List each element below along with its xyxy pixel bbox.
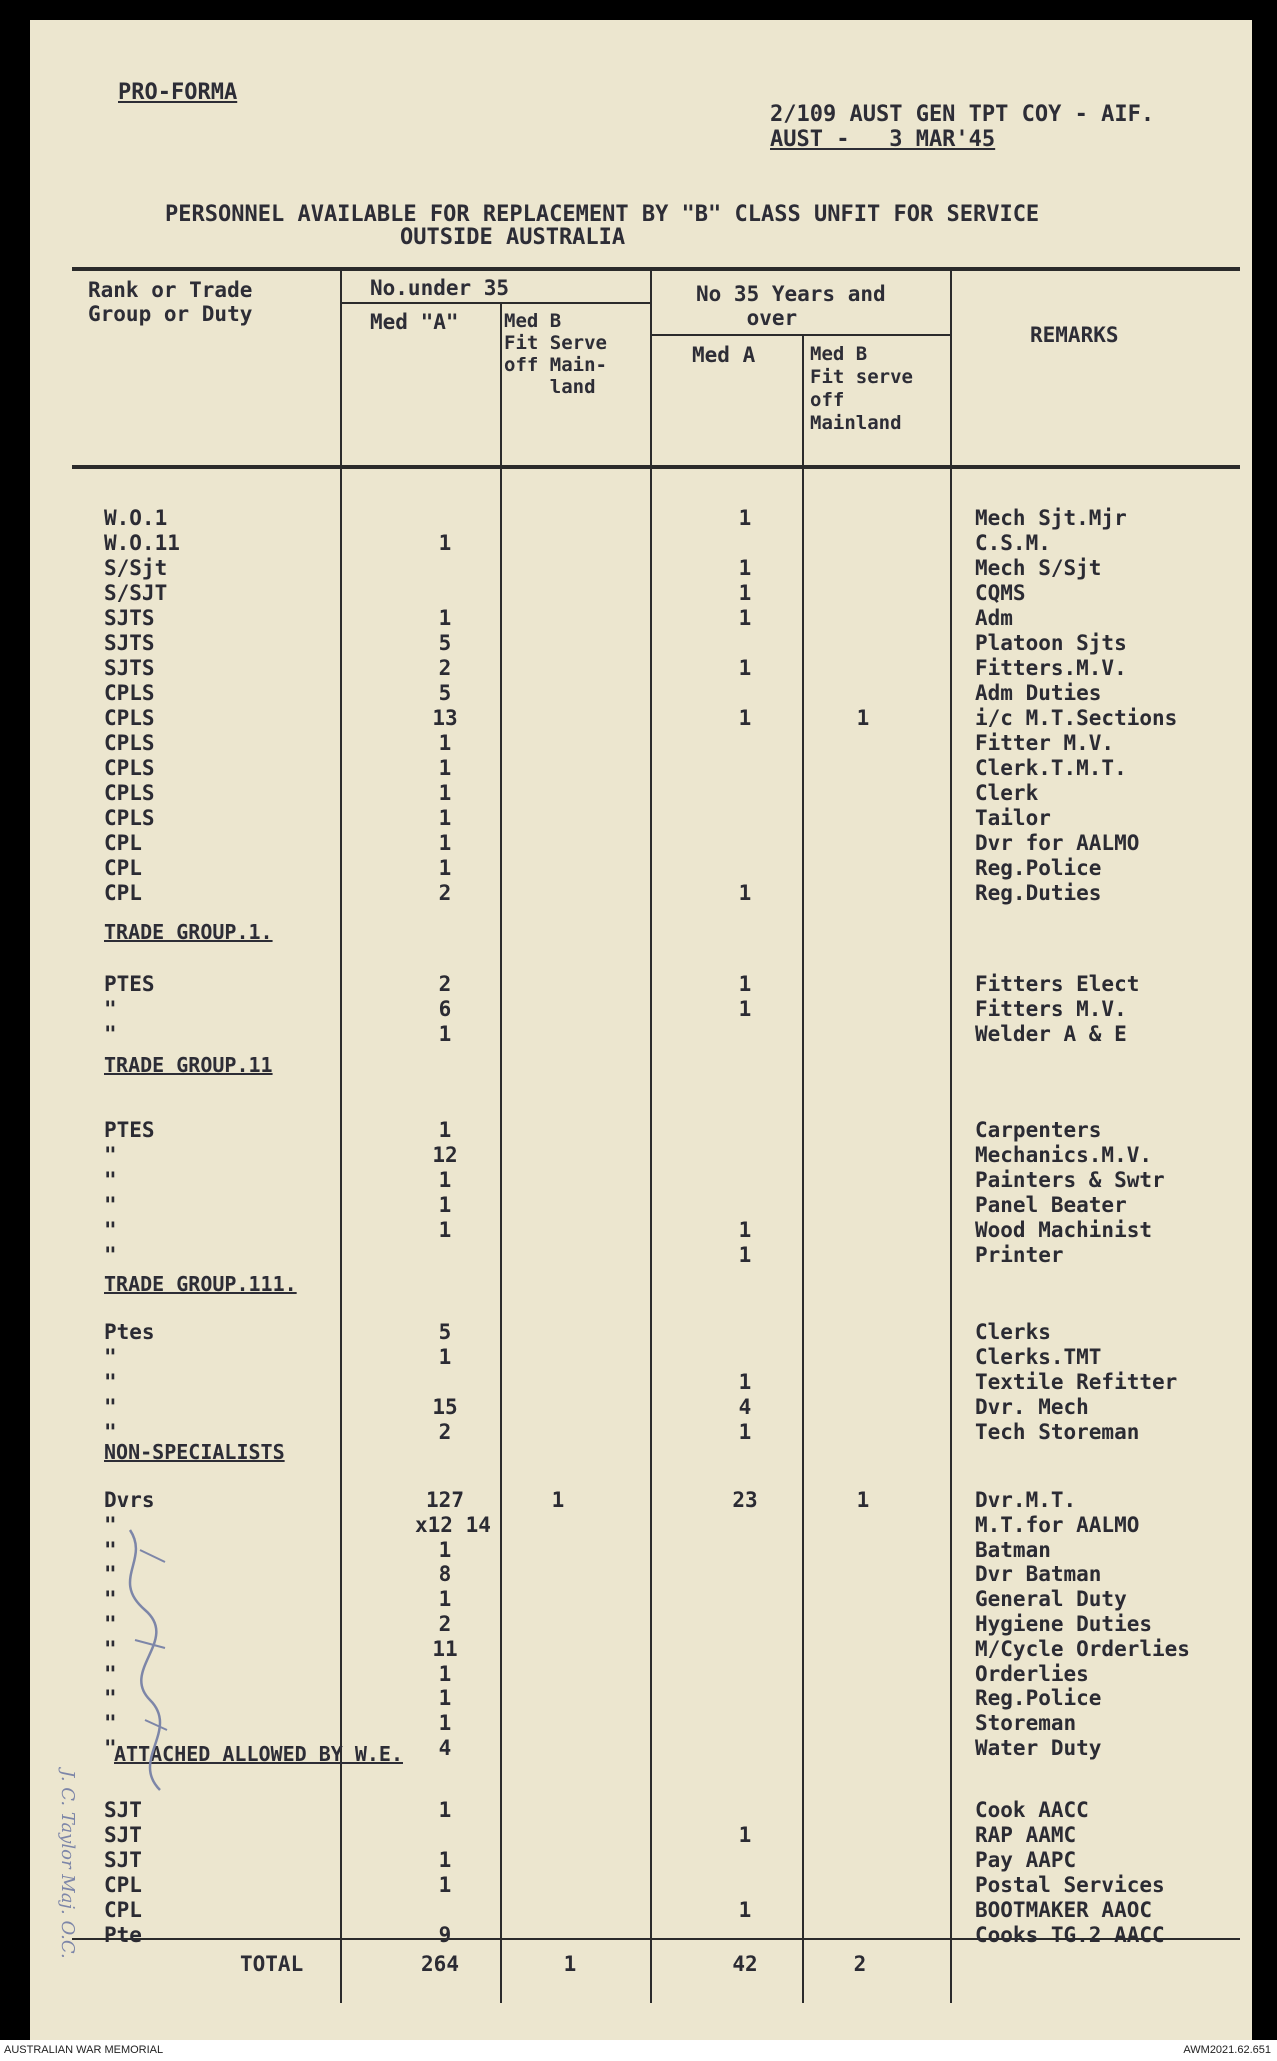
row-over35-med-b: 1	[856, 1488, 870, 1512]
row-over35-med-a: 1	[738, 706, 752, 730]
row-remark: Printer	[975, 1243, 1064, 1267]
row-remark: Painters & Swtr	[975, 1168, 1165, 1192]
total-label: TOTAL	[240, 1952, 304, 1976]
under35-subheader-rule	[340, 302, 650, 304]
row-remark: Pay AAPC	[975, 1848, 1077, 1872]
under35-column-header: No.under 35	[370, 276, 510, 300]
row-rank: CPLS	[104, 706, 155, 730]
row-remark: Postal Services	[975, 1873, 1165, 1897]
column-divider-4	[802, 336, 804, 2003]
row-over35-med-a: 1	[738, 972, 752, 996]
row-under35-med-a: 1	[438, 1798, 452, 1822]
row-rank: CPL	[104, 881, 142, 905]
row-rank: "	[104, 1587, 117, 1611]
section-trade-group-11: TRADE GROUP.11	[104, 1053, 273, 1077]
row-rank: PTES	[104, 1118, 155, 1142]
row-rank: "	[104, 1022, 117, 1046]
row-rank: SJT	[104, 1823, 142, 1847]
row-remark: M.T.for AALMO	[975, 1513, 1140, 1537]
row-rank: S/SJT	[104, 581, 168, 605]
row-remark: Dvr.M.T.	[975, 1488, 1077, 1512]
row-remark: CQMS	[975, 581, 1026, 605]
row-under35-med-a: 12	[432, 1143, 458, 1167]
row-under35-med-a: 1	[438, 1218, 452, 1242]
row-rank: SJTS	[104, 606, 155, 630]
document-title-line1: PERSONNEL AVAILABLE FOR REPLACEMENT BY "B" CLASS UNFIT FOR SERVICE	[165, 202, 1040, 227]
row-remark: General Duty	[975, 1587, 1127, 1611]
row-under35-med-a: 1	[438, 531, 452, 555]
under35-med-a-header: Med "A"	[370, 310, 459, 334]
row-under35-med-a: 2	[438, 1612, 452, 1636]
section-attached: ATTACHED ALLOWED BY W.E.	[114, 1742, 403, 1766]
row-over35-med-a: 1	[738, 1898, 752, 1922]
row-under35-med-a: 6	[438, 997, 452, 1021]
row-remark: Panel Beater	[975, 1193, 1127, 1217]
row-under35-med-a: 1	[438, 731, 452, 755]
table-header-rule	[72, 465, 1240, 469]
row-rank: PTES	[104, 972, 155, 996]
pro-forma-label: PRO-FORMA	[118, 80, 238, 105]
row-under35-med-a: 1	[438, 1848, 452, 1872]
row-under35-med-a: 15	[432, 1395, 458, 1419]
row-rank: "	[104, 1711, 117, 1735]
row-over35-med-a: 1	[738, 606, 752, 630]
row-remark: Hygiene Duties	[975, 1612, 1153, 1636]
over35-med-a-header: Med A	[692, 343, 756, 367]
row-rank: CPLS	[104, 681, 155, 705]
row-over35-med-a: 1	[738, 1420, 752, 1444]
remarks-column-header: REMARKS	[1030, 323, 1119, 347]
row-remark: Reg.Duties	[975, 881, 1102, 905]
document-title-line2: OUTSIDE AUSTRALIA	[400, 225, 626, 250]
row-remark: Fitter M.V.	[975, 731, 1115, 755]
document-page	[30, 20, 1252, 2040]
row-remark: Fitters Elect	[975, 972, 1140, 996]
row-rank: W.O.11	[104, 531, 180, 555]
row-under35-med-a: 2	[438, 881, 452, 905]
row-under35-med-a: 1	[438, 606, 452, 630]
row-under35-med-a: 4	[438, 1736, 452, 1760]
row-rank: SJT	[104, 1798, 142, 1822]
row-remark: Cooks TG.2 AACC	[975, 1923, 1165, 1947]
date-heading: AUST - 3 MAR'45	[770, 127, 996, 152]
row-rank: "	[104, 1370, 117, 1394]
row-under35-med-a: 5	[438, 1320, 452, 1344]
row-rank: CPL	[104, 856, 142, 880]
row-remark: Dvr Batman	[975, 1562, 1102, 1586]
row-remark: M/Cycle Orderlies	[975, 1637, 1190, 1661]
row-under35-med-a: 5	[438, 631, 452, 655]
row-remark: Tailor	[975, 806, 1051, 830]
row-rank: SJTS	[104, 656, 155, 680]
row-over35-med-a: 4	[738, 1395, 752, 1419]
row-remark: RAP AAMC	[975, 1823, 1077, 1847]
row-under35-med-a: 1	[438, 1538, 452, 1562]
row-rank: "	[104, 1168, 117, 1192]
unit-heading: 2/109 AUST GEN TPT COY - AIF.	[770, 102, 1155, 127]
row-under35-med-b: 1	[551, 1488, 565, 1512]
total-under35-med-b: 1	[563, 1952, 577, 1976]
row-over35-med-a: 1	[738, 506, 752, 530]
row-remark: Tech Storeman	[975, 1420, 1140, 1444]
row-remark: Storeman	[975, 1711, 1077, 1735]
row-over35-med-a: 1	[738, 1370, 752, 1394]
column-divider-5	[950, 269, 952, 2003]
row-under35-med-a: 5	[438, 681, 452, 705]
row-rank: "	[104, 1662, 117, 1686]
column-divider-2	[500, 304, 502, 2003]
row-over35-med-a: 1	[738, 997, 752, 1021]
row-under35-med-a: 1	[438, 831, 452, 855]
row-under35-med-a: 1	[438, 756, 452, 780]
row-under35-med-a: 127	[426, 1488, 464, 1512]
row-remark: Fitters.M.V.	[975, 656, 1127, 680]
row-rank: CPLS	[104, 731, 155, 755]
row-rank: CPLS	[104, 781, 155, 805]
row-under35-med-a: 1	[438, 1711, 452, 1735]
signature-stamp: J. C. Taylor Maj. O.C.	[57, 1770, 78, 1959]
row-remark: Clerk	[975, 781, 1039, 805]
section-trade-group-111: TRADE GROUP.111.	[104, 1272, 297, 1296]
footer-bar	[0, 2040, 1277, 2061]
row-rank: "	[104, 1686, 117, 1710]
row-remark: Textile Refitter	[975, 1370, 1178, 1394]
row-over35-med-a: 23	[732, 1488, 758, 1512]
row-rank: CPL	[104, 1898, 142, 1922]
row-over35-med-b: 1	[856, 706, 870, 730]
row-under35-med-a: 1	[438, 856, 452, 880]
row-under35-med-a: x12 14	[415, 1513, 491, 1537]
row-remark: Reg.Police	[975, 856, 1102, 880]
row-under35-med-a: 1	[438, 1168, 452, 1192]
row-remark: C.S.M.	[975, 531, 1051, 555]
row-under35-med-a: 1	[438, 1686, 452, 1710]
total-over35-med-b: 2	[853, 1952, 867, 1976]
row-rank: "	[104, 1538, 117, 1562]
row-rank: W.O.1	[104, 506, 168, 530]
row-rank: "	[104, 1193, 117, 1217]
row-remark: Adm Duties	[975, 681, 1102, 705]
row-remark: Welder A & E	[975, 1022, 1127, 1046]
footer-credit: AUSTRALIAN WAR MEMORIAL	[4, 2044, 164, 2056]
row-remark: Cook AACC	[975, 1798, 1089, 1822]
row-remark: Adm	[975, 606, 1013, 630]
row-under35-med-a: 2	[438, 972, 452, 996]
row-rank: "	[104, 1395, 117, 1419]
row-over35-med-a: 1	[738, 1823, 752, 1847]
row-remark: Mechanics.M.V.	[975, 1143, 1153, 1167]
section-non-specialists: NON-SPECIALISTS	[104, 1440, 285, 1464]
row-rank: CPL	[104, 831, 142, 855]
row-rank: "	[104, 1562, 117, 1586]
row-under35-med-a: 1	[438, 1662, 452, 1686]
row-remark: Dvr. Mech	[975, 1395, 1089, 1419]
section-trade-group-1: TRADE GROUP.1.	[104, 920, 273, 944]
over35-column-header: No 35 Years and over	[696, 282, 886, 330]
row-remark: Reg.Police	[975, 1686, 1102, 1710]
row-remark: Orderlies	[975, 1662, 1089, 1686]
row-rank: "	[104, 1637, 117, 1661]
row-under35-med-a: 9	[438, 1923, 452, 1947]
row-over35-med-a: 1	[738, 556, 752, 580]
row-rank: Pte	[104, 1923, 142, 1947]
total-over35-med-a: 42	[732, 1952, 758, 1976]
row-rank: "	[104, 1513, 117, 1537]
row-rank: CPLS	[104, 806, 155, 830]
row-under35-med-a: 1	[438, 1118, 452, 1142]
row-remark: Carpenters	[975, 1118, 1102, 1142]
rank-column-header: Rank or Trade Group or Duty	[88, 278, 253, 326]
row-rank: CPL	[104, 1873, 142, 1897]
row-under35-med-a: 1	[438, 1022, 452, 1046]
row-remark: Clerk.T.M.T.	[975, 756, 1127, 780]
row-remark: Clerks.TMT	[975, 1345, 1102, 1369]
row-remark: Platoon Sjts	[975, 631, 1127, 655]
row-over35-med-a: 1	[738, 881, 752, 905]
handwritten-signature	[90, 1520, 210, 1800]
row-remark: i/c M.T.Sections	[975, 706, 1178, 730]
footer-accession-id: AWM2021.62.651	[1183, 2044, 1271, 2056]
row-rank: Dvrs	[104, 1488, 155, 1512]
over35-med-b-header: Med B Fit serve off Mainland	[810, 343, 913, 434]
row-under35-med-a: 1	[438, 781, 452, 805]
table-top-rule	[72, 267, 1240, 271]
row-over35-med-a: 1	[738, 1218, 752, 1242]
row-rank: "	[104, 997, 117, 1021]
row-under35-med-a: 8	[438, 1562, 452, 1586]
row-rank: "	[104, 1420, 117, 1444]
row-remark: Batman	[975, 1538, 1051, 1562]
under35-med-b-header: Med B Fit Serve off Main- land	[504, 310, 607, 398]
total-under35-med-a: 264	[421, 1952, 459, 1976]
row-rank: CPLS	[104, 756, 155, 780]
row-under35-med-a: 2	[438, 1420, 452, 1444]
row-over35-med-a: 1	[738, 1243, 752, 1267]
row-under35-med-a: 1	[438, 1345, 452, 1369]
row-under35-med-a: 13	[432, 706, 458, 730]
row-remark: Dvr for AALMO	[975, 831, 1140, 855]
row-under35-med-a: 2	[438, 656, 452, 680]
row-rank: "	[104, 1736, 117, 1760]
row-rank: "	[104, 1143, 117, 1167]
row-remark: Fitters M.V.	[975, 997, 1127, 1021]
row-over35-med-a: 1	[738, 581, 752, 605]
row-under35-med-a: 11	[432, 1637, 458, 1661]
row-rank: "	[104, 1243, 117, 1267]
row-remark: BOOTMAKER AAOC	[975, 1898, 1153, 1922]
row-over35-med-a: 1	[738, 656, 752, 680]
row-under35-med-a: 1	[438, 1193, 452, 1217]
row-under35-med-a: 1	[438, 806, 452, 830]
row-rank: SJT	[104, 1848, 142, 1872]
row-remark: Water Duty	[975, 1736, 1102, 1760]
row-remark: Clerks	[975, 1320, 1051, 1344]
row-rank: S/Sjt	[104, 556, 168, 580]
row-rank: "	[104, 1218, 117, 1242]
row-rank: "	[104, 1612, 117, 1636]
row-remark: Wood Machinist	[975, 1218, 1153, 1242]
column-divider-3	[650, 269, 652, 2003]
over35-subheader-rule	[650, 334, 950, 336]
row-rank: SJTS	[104, 631, 155, 655]
row-rank: "	[104, 1345, 117, 1369]
row-remark: Mech S/Sjt	[975, 556, 1102, 580]
row-rank: Ptes	[104, 1320, 155, 1344]
row-remark: Mech Sjt.Mjr	[975, 506, 1127, 530]
row-under35-med-a: 1	[438, 1873, 452, 1897]
row-under35-med-a: 1	[438, 1587, 452, 1611]
